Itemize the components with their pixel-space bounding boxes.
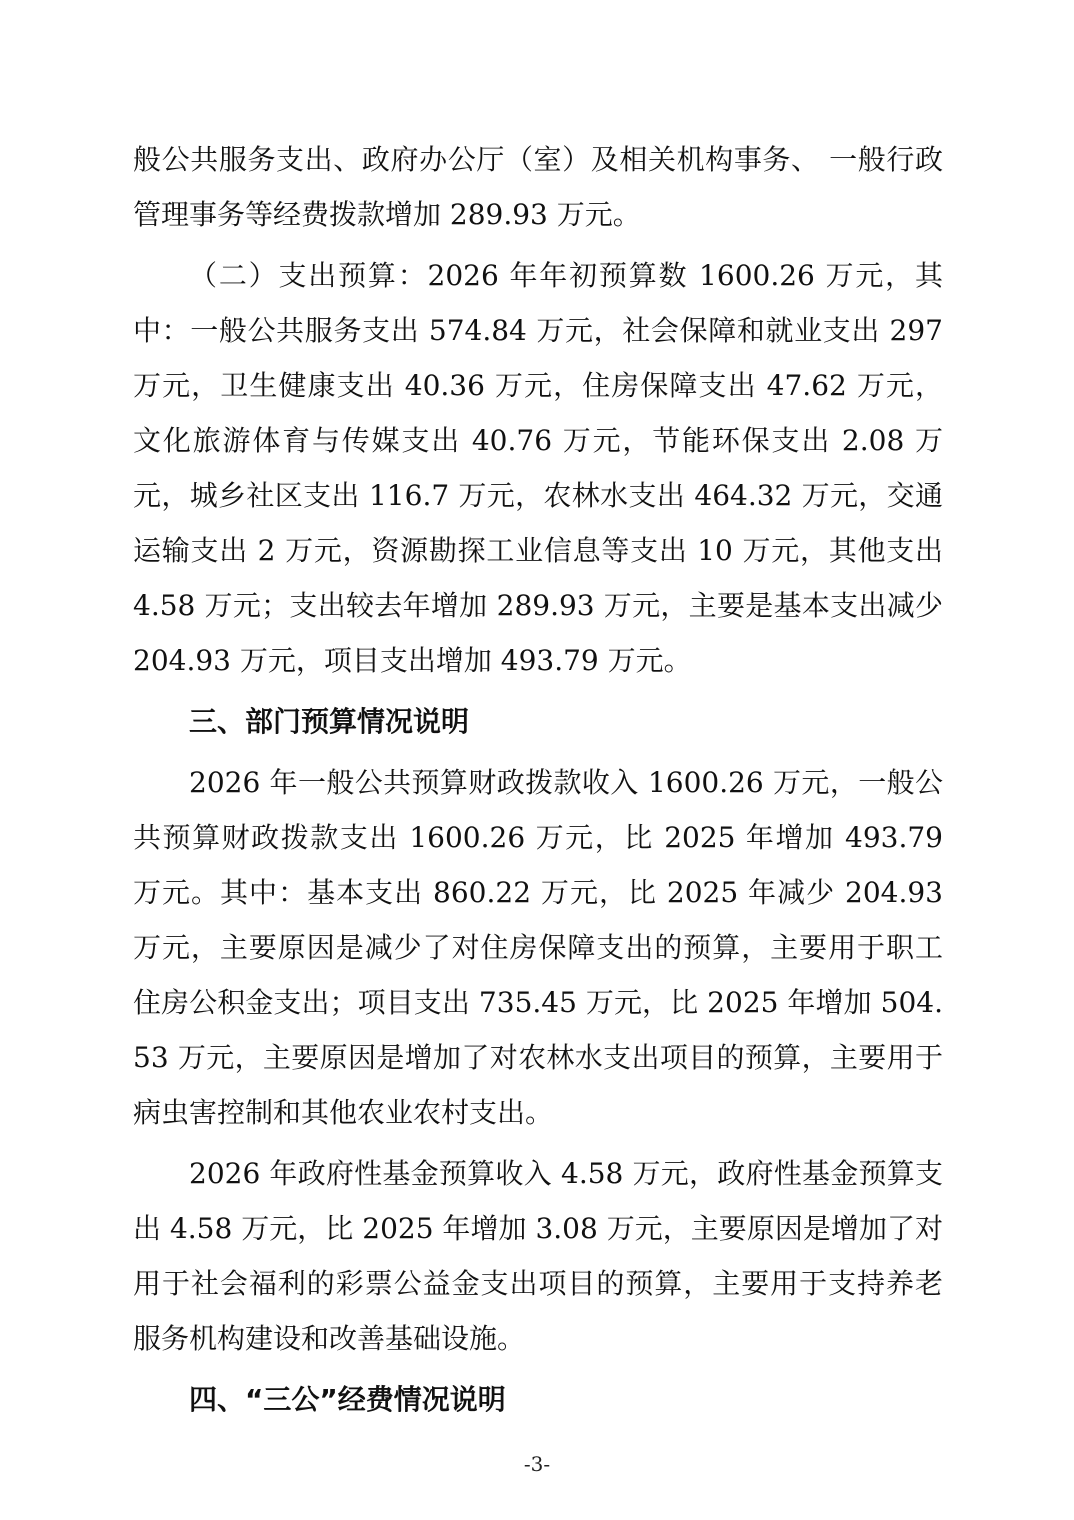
paragraph-government-fund-budget: 2026 年政府性基金预算收入 4.58 万元，政府性基金预算支出 4.58 万元，比 2025 年增加 3.08 万元，主要原因是增加了对用于社会福利的彩票公益金支出项目的预算，主要用于支持养老服务机构建设和改善基础设施。 (133, 1157, 943, 1355)
page-body (133, 132, 943, 1427)
page-number: -3- (523, 1452, 551, 1476)
heading-section-3: 三、部门预算情况说明 (189, 705, 470, 738)
paragraph-expenditure-increase-continued: 般公共服务支出、政府办公厅（室）及相关机构事务、 一般行政管理事务等经费拨款增加 289.93 万元。 (133, 143, 943, 231)
heading-section-4: 四、“三公”经费情况说明 (189, 1383, 506, 1416)
paragraph-general-public-budget: 2026 年一般公共预算财政拨款收入 1600.26 万元，一般公共预算财政拨款支出 1600.26 万元，比 2025 年增加 493.79 万元。其中：基本支出 860.22 万元，比 2025 年减少 204.93 万元，主要原因是减少了对住房保障支出的预算，主要用于职工住房公积金支出；项目支出 735.45 万元，比 2025 年增加 504.53 万元，主要原因是增加了对农林水支出项目的预算，主要用于病虫害控制和其他农业农村支出。 (133, 766, 943, 1129)
paragraph-expenditure-budget: （二）支出预算：2026 年年初预算数 1600.26 万元，其中：一般公共服务支出 574.84 万元，社会保障和就业支出 297 万元，卫生健康支出 40.36 万元，住房保障支出 47.62 万元，文化旅游体育与传媒支出 40.76 万元，节能环保支出 2.08 万元，城乡社区支出 116.7 万元，农林水支出 464.32 万元，交通运输支出 2 万元，资源勘探工业信息等支出 10 万元，其他支出 4.58 万元；支出较去年增加 289.93 万元，主要是基本支出减少 204.93 万元，项目支出增加 493.79 万元。 (133, 259, 943, 677)
